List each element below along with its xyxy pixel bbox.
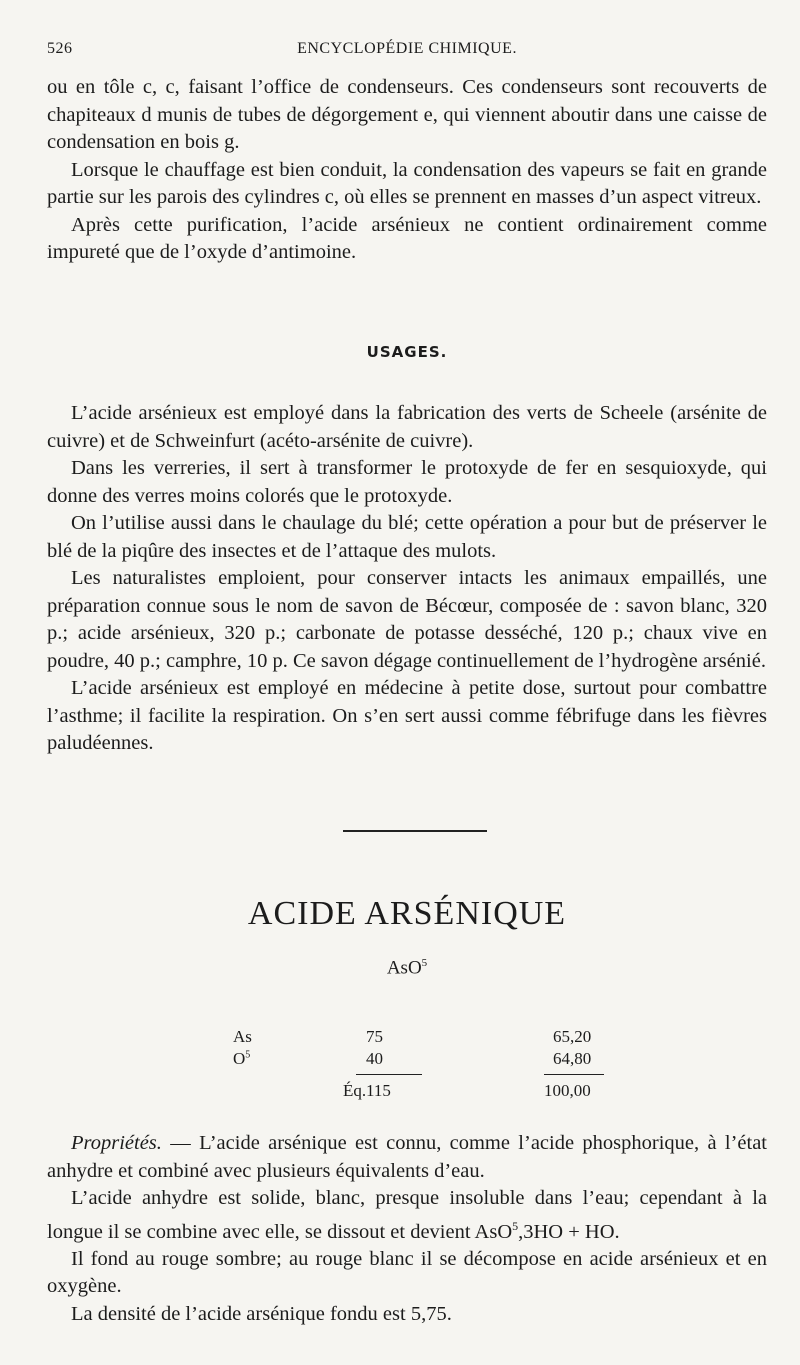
page-number: 526	[47, 40, 73, 57]
equivalent-value: 40	[366, 1049, 383, 1068]
usages-heading: USAGES.	[366, 343, 448, 361]
section-divider	[343, 830, 487, 832]
section-title: ACIDE ARSÉNIQUE	[247, 895, 567, 932]
sum-rule	[356, 1074, 422, 1075]
total-equivalent: 115	[366, 1081, 391, 1100]
percent-value: 65,20	[553, 1027, 592, 1046]
paragraph: La densité de l’acide arsénique fondu est 5,75.	[71, 1302, 452, 1325]
equivalent-value: 75	[366, 1027, 383, 1046]
paragraph: L’acide arsénieux est employé dans la fabrication des verts de Scheele (arsénite de cuivre) et de Schweinfurt (acéto-arsénite de cuivre).	[47, 402, 767, 452]
usages-section	[47, 400, 767, 758]
properties-section	[47, 1130, 767, 1328]
element-symbol: $O^5$	[233, 1049, 251, 1068]
intro-section	[47, 74, 767, 267]
paragraph: Après cette purification, l’acide arsénieux ne contient ordinairement comme impureté que de l’oxyde d’antimoine.	[47, 213, 767, 263]
paragraph: Lorsque le chauffage est bien conduit, la condensation des vapeurs se fait en grande partie sur les parois des cylindres c, où elles se prennent en masses d’un aspect vitreux.	[47, 158, 767, 208]
chemical-formula	[47, 957, 767, 979]
total-percent: 100,00	[544, 1081, 591, 1100]
paragraph: ou en tôle c, c, faisant l’office de condenseurs. Ces condenseurs sont recouverts de chapiteaux d munis de tubes de dégorgement e, qui viennent aboutir dans une caisse de condensation en bois g.	[47, 76, 767, 153]
element-symbol: As	[233, 1027, 252, 1046]
properties-lead: Propriétés.	[71, 1132, 162, 1154]
running-title: ENCYCLOPÉDIE CHIMIQUE.	[297, 40, 517, 57]
paragraph: Dans les verreries, il sert à transformer le protoxyde de fer en sesquioxyde, qui donne des verres moins colorés que le protoxyde.	[47, 457, 767, 507]
page-header	[47, 40, 767, 64]
paragraph: L’acide anhydre est solide, blanc, presque insoluble dans l’eau; cependant à la longue il se combine avec elle, se dissout et devient AsO$^5$,3HO + HO.	[47, 1187, 767, 1243]
paragraph: On l’utilise aussi dans le chaulage du blé; cette opération a pour but de préserver le blé de la piqûre des insectes et de l’attaque des mulots.	[47, 512, 767, 562]
percent-value: 64,80	[553, 1049, 592, 1068]
paragraph: Il fond au rouge sombre; au rouge blanc il se décompose en acide arsénieux et en oxygène.	[47, 1247, 767, 1298]
paragraph: Propriétés. — L’acide arsénique est connu, comme l’acide phosphorique, à l’état anhydre et combiné avec plusieurs équivalents d’eau.	[47, 1132, 767, 1182]
sum-rule	[544, 1074, 604, 1075]
formula-superscript: 5	[421, 957, 428, 969]
paragraph: Les naturalistes emploient, pour conserver intacts les animaux empaillés, une préparation connue sous le nom de savon de Bécœur, composée de : savon blanc, 320 p.; acide arsénieux, 320 p.; carbonate de potasse desséché, 120 p.; chaux vive en poudre, 40 p.; camphre, 10 p. Ce savon dégage continuellement de l’hydrogène arsénié.	[47, 567, 767, 672]
formula-base: AsO	[386, 957, 422, 979]
paragraph: L’acide arsénieux est employé en médecine à petite dose, surtout pour combattre l’asthme; il facilite la respiration. On s’en sert aussi comme fébrifuge dans les fièvres paludéennes.	[47, 677, 767, 754]
total-label: Éq.	[343, 1081, 367, 1100]
